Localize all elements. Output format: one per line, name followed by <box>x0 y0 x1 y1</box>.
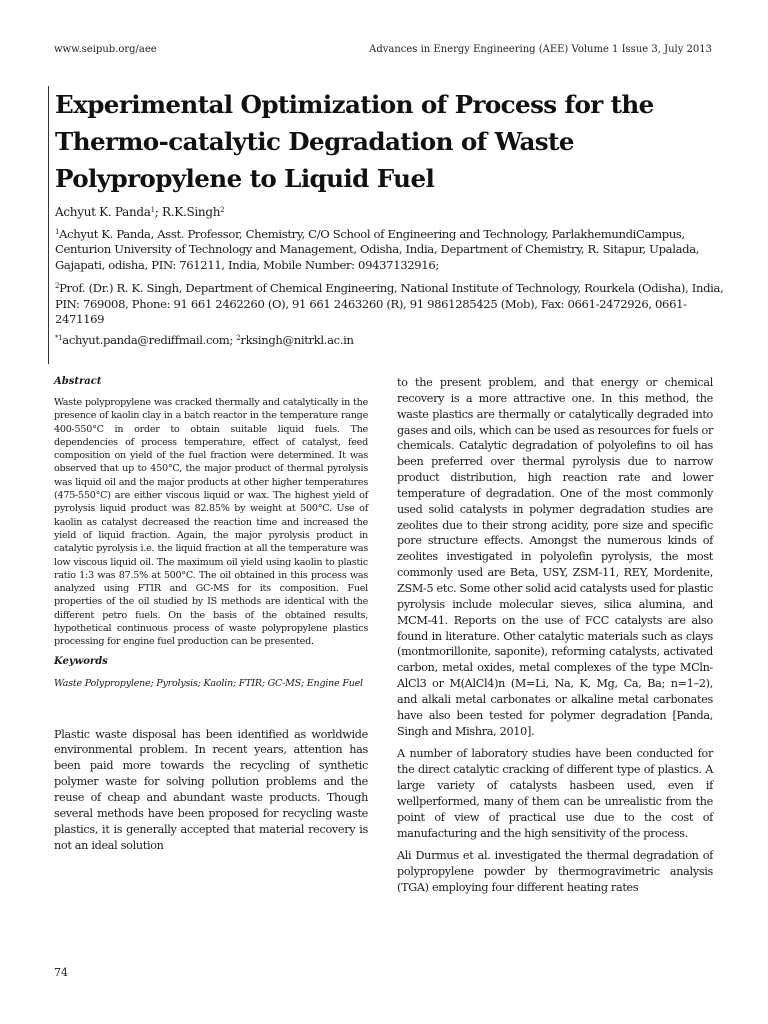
journal-url[interactable]: www.seipub.org/aee <box>54 44 157 55</box>
body-paragraph: to the present problem, and that energy or chemical recovery is a more attractive one. In this method, the waste plastics are thermally or catalytically degraded into gases and oils, which can be used as resources for fuels or chemicals. Catalytic degradation of polyolefins to oil has been preferred over thermal pyrolysis due to narrow product distribution, high reaction rate and lower temperature of degradation. One of the most commonly used solid catalysts in polymer degradation studies are zeolites due to their strong acidity, pore size and specific pore structure effects. Amongst the numerous kinds of zeolites investigated in polyolefin pyrolysis, the most commonly used are Beta, USY, ZSM-11, REY, Mordenite, ZSM-5 etc. Some other solid acid catalysts used for plastic pyrolysis include molecular sieves, silica alumina, and MCM-41. Reports on the use of FCC catalysts are also found in literature. Other catalytic materials such as clays (montmorillonite, saponite), reforming catalysts, activated carbon, metal oxides, metal complexes of the type MCln-AlCl3 or M(AlCl4)n (M=Li, Na, K, Mg, Ca, Ba; n=1–2), and alkali metal carbonates or alkaline metal carbonates have also been tested for polymer degradation [Panda, Singh and Mishra, 2010]. <box>397 376 713 738</box>
affiliation-1 <box>55 227 728 273</box>
paper-title: Experimental Optimization of Process for the Thermo-catalytic Degradation of Waste Polypropylene to Liquid Fuel <box>55 90 654 193</box>
author-list <box>55 205 728 219</box>
body-paragraph: A number of laboratory studies have been conducted for the direct catalytic cracking of different type of plastics. A large variety of catalysts hasbeen used, even if wellperformed, many of them can be unrealistic from the point of view of practical use due to the cost of manufacturing and the high sensitivity of the process. <box>397 747 713 840</box>
abstract-text: Waste polypropylene was cracked thermally and catalytically in the presence of kaolin clay in a batch reactor in the temperature range 400-550°C in order to obtain suitable liquid fuels. The dependencies of process temperature, effect of catalyst, feed composition on yield of the fuel fraction were determined. It was observed that up to 450°C, the major product of thermal pyrolysis was liquid oil and the major products at other higher temperatures (475-550°C) are either viscous liquid or wax. The highest yield of pyrolysis liquid product was 82.85% by weight at 500°C. Use of kaolin as catalyst decreased the reaction time and increased the yield of liquid fraction. Again, the major pyrolysis product in catalytic pyrolysis i.e. the liquid fraction at all the temperature was low viscous liquid oil. The maximum oil yield using kaolin to plastic ratio 1:3 was 87.5% at 500°C. The oil obtained in this process was analyzed using FTIR and GC-MS for its composition. Fuel properties of the oil studied by IS methods are identical with the different petro fuels. On the basis of the obtained results, hypothetical continuous process of waste polypropylene plastics processing for engine fuel production can be presented. <box>54 397 368 648</box>
email-superscript: *1 <box>55 334 63 343</box>
right-column <box>397 375 713 903</box>
affiliation-text: Achyut K. Panda, Asst. Professor, Chemistry, C/O School of Engineering and Technology, ParlakhemundiCampus, Centurion University of Technology and Management, Odisha, India, Department of Chemistry, R. Sitapur, Upalada, Gajapati, odisha, PIN: 761211, India, Mobile Number: 09437132916; <box>55 227 700 272</box>
title-block <box>48 86 728 364</box>
email-superscript: 2 <box>236 334 241 343</box>
author-superscript: 2 <box>220 206 225 214</box>
affiliation-superscript: 2 <box>55 282 60 291</box>
email-separator: ; <box>229 333 237 348</box>
intro-paragraph: Plastic waste disposal has been identified as worldwide environmental problem. In recent years, attention has been paid more towards the recycling of synthetic polymer waste for solving pollution problems and the reuse of cheap and abundant waste products. Though several methods have been proposed for recycling waste plastics, it is generally accepted that material recovery is not an ideal solution <box>54 727 368 852</box>
email-link[interactable]: rksingh@nitrkl.ac.in <box>240 333 354 348</box>
author-name: R.K.Singh <box>162 205 221 219</box>
journal-citation: Advances in Energy Engineering (AEE) Volume 1 Issue 3, July 2013 <box>369 44 712 55</box>
affiliation-superscript: 1 <box>55 228 60 236</box>
affiliation-text: Prof. (Dr.) R. K. Singh, Department of Chemical Engineering, National Institute of Technology, Rourkela (Odisha), India, PIN: 769008, Phone: 91 661 2462260 (O), 91 661 2463260 (R), 91 9861285425 (Mob), Fax: 0661-2472926, 0661-2471169 <box>55 281 724 327</box>
running-header <box>54 44 712 55</box>
page-number: 74 <box>54 966 68 979</box>
keywords-heading: Keywords <box>54 655 108 667</box>
left-column <box>54 376 368 853</box>
keywords-text: Waste Polypropylene; Pyrolysis; Kaolin; FTIR; GC-MS; Engine Fuel <box>54 677 363 689</box>
author-superscript: 1 <box>150 206 155 214</box>
author-name: Achyut K. Panda <box>55 205 151 219</box>
affiliation-2 <box>55 281 728 327</box>
author-separator: ; <box>154 205 163 219</box>
email-link[interactable]: achyut.panda@rediffmail.com <box>62 333 230 348</box>
abstract-heading: Abstract <box>54 376 102 387</box>
email-line <box>55 333 728 347</box>
body-paragraph: Ali Durmus et al. investigated the thermal degradation of polypropylene powder by thermogravimetric analysis (TGA) employing four different heating rates <box>397 849 713 895</box>
